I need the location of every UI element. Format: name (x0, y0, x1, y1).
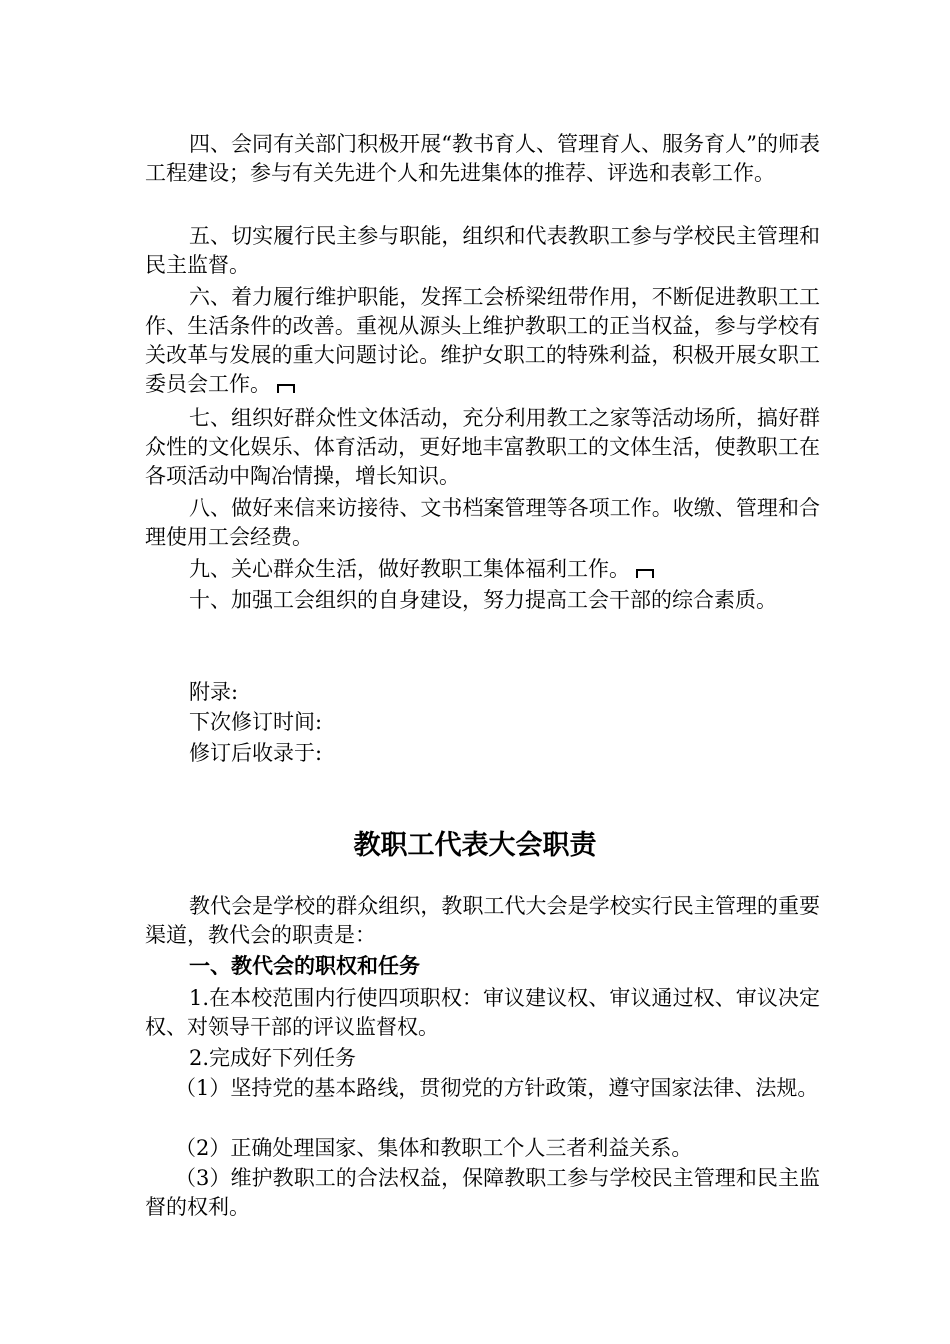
duty-9-text: 九、关心群众生活，做好教职工集体福利工作。 (189, 557, 630, 581)
section-heading: 一、教代会的职权和任务 (189, 954, 420, 978)
document-title: 教职工代表大会职责 (353, 830, 597, 861)
task-1-paragraph: （1）坚持党的基本路线，贯彻党的方针政策，遵守国家法律、法规。 (175, 1076, 819, 1100)
section-end-mark (636, 569, 654, 578)
duty-7-paragraph: 七、组织好群众性文体活动，充分利用教工之家等活动场所，搞好群众性的文化娱乐、体育活动，更好地丰富教职工的文体生活，使教职工在各项活动中陶冶情操，增长知识。 (145, 406, 820, 488)
intro-paragraph: 教代会是学校的群众组织，教职工代大会是学校实行民主管理的重要渠道，教代会的职责是： (145, 894, 820, 947)
section-end-mark (277, 384, 295, 393)
duty-9-paragraph (145, 555, 820, 584)
duty-4-paragraph: 四、会同有关部门积极开展“教书育人、管理育人、服务育人”的师表工程建设；参与有关先进个人和先进集体的推荐、评选和表彰工作。 (145, 132, 820, 185)
task-2-paragraph: （2）正确处理国家、集体和教职工个人三者利益关系。 (175, 1136, 693, 1160)
duty-6-text: 六、着力履行维护职能，发挥工会桥梁纽带作用，不断促进教职工工作、生活条件的改善。重视从源头上维护教职工的正当权益，参与学校有关改革与发展的重大问题讨论。维护女职工的特殊利益，积极开展女职工委员会工作。 (145, 285, 820, 396)
duty-5-paragraph: 五、切实履行民主参与职能，组织和代表教职工参与学校民主管理和民主监督。 (145, 224, 820, 277)
next-revision-label: 下次修订时间: (189, 710, 323, 734)
task-3-paragraph: （3）维护教职工的合法权益，保障教职工参与学校民主管理和民主监督的权利。 (145, 1166, 820, 1219)
appendix-label: 附录: (189, 680, 239, 704)
duty-6-paragraph (145, 283, 820, 399)
duty-10-paragraph: 十、加强工会组织的自身建设，努力提高工会干部的综合素质。 (189, 588, 777, 612)
item-2-paragraph: 2.完成好下列任务 (189, 1046, 357, 1070)
archived-to-label: 修订后收录于: (189, 741, 323, 765)
item-1-paragraph: 1.在本校范围内行使四项职权：审议建议权、审议通过权、审议决定权、对领导干部的评议监督权。 (145, 986, 820, 1039)
duty-8-paragraph: 八、做好来信来访接待、文书档案管理等各项工作。收缴、管理和合理使用工会经费。 (145, 496, 820, 549)
